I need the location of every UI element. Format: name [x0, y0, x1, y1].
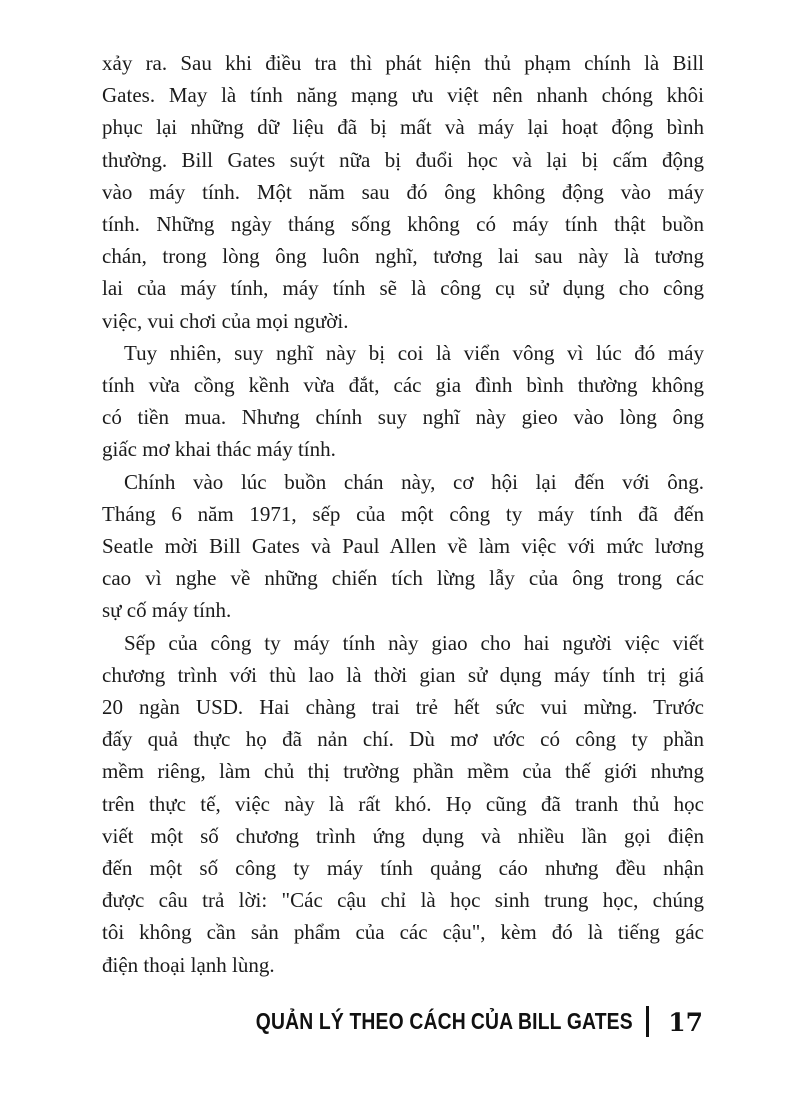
text-line: Tuy nhiên, suy nghĩ này bị coi là viển vông vì lúc đó máy: [124, 340, 704, 365]
text-line: có tiền mua. Nhưng chính suy nghĩ này gieo vào lòng ông: [102, 405, 704, 430]
text-line: giấc mơ khai thác máy tính.: [102, 437, 336, 462]
text-line: tính. Những ngày tháng sống không có máy tính thật buồn: [102, 212, 704, 237]
page-footer: [184, 1001, 703, 1041]
text-line: Seatle mời Bill Gates và Paul Allen về làm việc với mức lương: [102, 534, 704, 559]
text-line: thường. Bill Gates suýt nữa bị đuổi học và lại bị cấm động: [102, 147, 704, 172]
text-line: phục lại những dữ liệu đã bị mất và máy lại hoạt động bình: [102, 115, 704, 140]
text-line: trên thực tế, việc này là rất khó. Họ cũng đã tranh thủ học: [102, 791, 704, 816]
text-line: điện thoại lạnh lùng.: [102, 952, 275, 977]
page-number: 17: [668, 1007, 703, 1037]
text-line: cao vì nghe về những chiến tích lừng lẫy của ông trong các: [102, 566, 704, 591]
footer-title-regular: QUẢN LÝ THEO CÁCH: [256, 1007, 467, 1034]
text-line: Gates. May là tính năng mạng ưu việt nên nhanh chóng khôi: [102, 83, 704, 108]
text-line: chương trình với thù lao là thời gian sử dụng máy tính trị giá: [102, 662, 704, 687]
text-line: đến một số công ty máy tính quảng cáo nhưng đều nhận: [102, 856, 704, 881]
text-line: Sếp của công ty máy tính này giao cho hai người việc viết: [124, 630, 704, 655]
text-line: 20 ngàn USD. Hai chàng trai trẻ hết sức vui mừng. Trước: [102, 695, 704, 720]
text-line: vào máy tính. Một năm sau đó ông không động vào máy: [102, 179, 704, 204]
text-line: tính vừa cồng kềnh vừa đắt, các gia đình bình thường không: [102, 373, 704, 398]
text-line: Chính vào lúc buồn chán này, cơ hội lại đến với ông.: [124, 469, 704, 494]
text-line: tôi không cần sản phẩm của các cậu", kèm đó là tiếng gác: [102, 920, 704, 945]
text-line: Tháng 6 năm 1971, sếp của một công ty máy tính đã đến: [102, 501, 704, 526]
text-line: sự cố máy tính.: [102, 598, 232, 623]
text-line: viết một số chương trình ứng dụng và nhiều lần gọi điện: [102, 823, 704, 848]
text-line: việc, vui chơi của mọi người.: [102, 308, 349, 333]
text-line: mềm riêng, làm chủ thị trường phần mềm của thế giới nhưng: [102, 759, 704, 784]
text-line: chán, trong lòng ông luôn nghĩ, tương lai sau này là tương: [102, 244, 704, 269]
footer-divider: [646, 1006, 649, 1037]
text-line: xảy ra. Sau khi điều tra thì phát hiện thủ phạm chính là Bill: [102, 51, 704, 75]
text-line: đấy quả thực họ đã nản chí. Dù mơ ước có công ty phần: [102, 727, 704, 752]
body-text: [102, 47, 704, 981]
text-line: lai của máy tính, máy tính sẽ là công cụ sử dụng cho công: [102, 276, 704, 301]
text-line: được câu trả lời: "Các cậu chỉ là học sinh trung học, chúng: [102, 888, 704, 913]
running-header-title: [256, 1008, 633, 1035]
footer-title-bold: CỦA BILL GATES: [471, 1007, 634, 1034]
